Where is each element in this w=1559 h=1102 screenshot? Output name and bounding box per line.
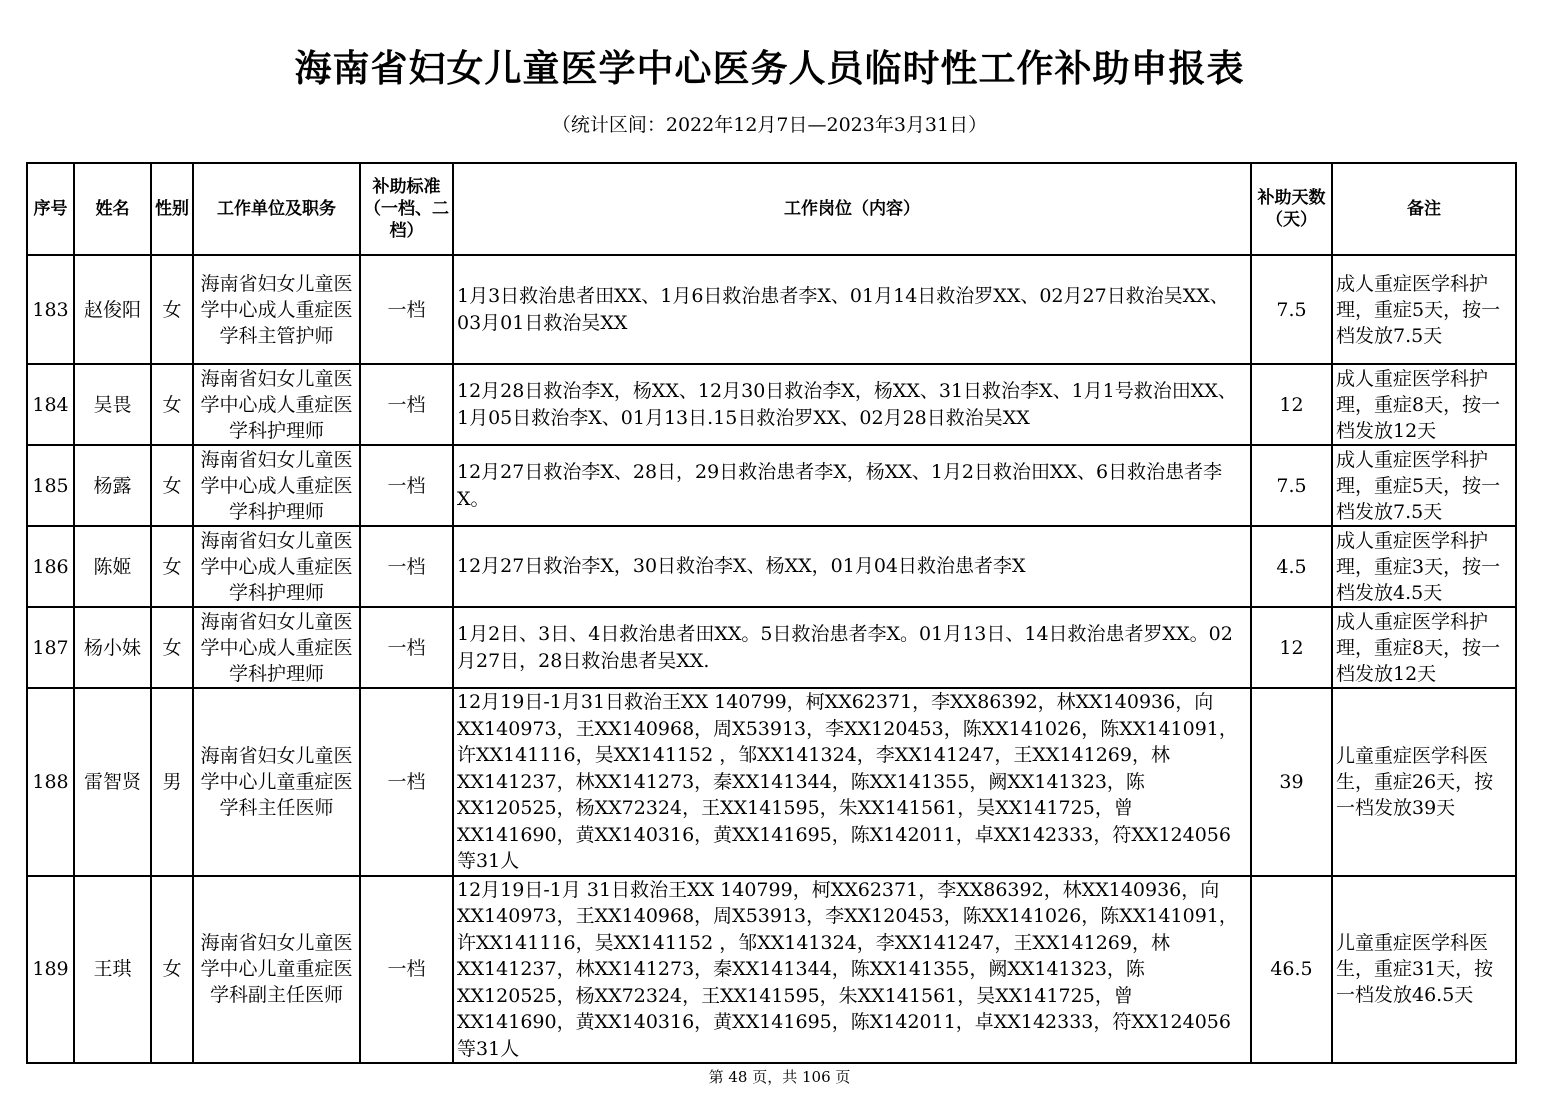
- cell-days: 12: [1251, 607, 1332, 688]
- cell-seq: 183: [27, 255, 74, 364]
- cell-gender: 女: [151, 364, 193, 445]
- table-row: [27, 607, 1516, 688]
- cell-seq: 186: [27, 526, 74, 607]
- cell-name: 赵俊阳: [74, 255, 151, 364]
- table-row: [27, 255, 1516, 364]
- subsidy-table: [26, 162, 1517, 1064]
- header-remark: 备注: [1332, 163, 1516, 255]
- cell-days: 12: [1251, 364, 1332, 445]
- cell-days: 46.5: [1251, 876, 1332, 1064]
- cell-days: 7.5: [1251, 445, 1332, 526]
- statistics-period: （统计区间：2022年12月7日—2023年3月31日）: [551, 114, 988, 136]
- cell-remark: 成人重症医学科护理，重症8天，按一档发放12天: [1332, 364, 1516, 445]
- cell-unit: 海南省妇女儿童医学中心儿童重症医学科主任医师: [193, 688, 360, 876]
- cell-name: 杨露: [74, 445, 151, 526]
- header-name: 姓名: [74, 163, 151, 255]
- cell-post: 1月2日、3日、4日救治患者田XX。5日救治患者李X。01月13日、14日救治患者罗XX。02月27日，28日救治患者吴XX.: [453, 607, 1251, 688]
- cell-standard: 一档: [360, 364, 453, 445]
- cell-post: 12月27日救治李X，30日救治李X、杨XX，01月04日救治患者李X: [453, 526, 1251, 607]
- cell-gender: 女: [151, 255, 193, 364]
- cell-standard: 一档: [360, 445, 453, 526]
- header-days: 补助天数（天）: [1251, 163, 1332, 255]
- cell-gender: 女: [151, 445, 193, 526]
- cell-name: 吴畏: [74, 364, 151, 445]
- page-number: 第 48 页，共 106 页: [708, 1068, 851, 1086]
- header-seq: 序号: [27, 163, 74, 255]
- cell-standard: 一档: [360, 876, 453, 1064]
- header-gender: 性别: [151, 163, 193, 255]
- cell-gender: 女: [151, 607, 193, 688]
- table-row: [27, 688, 1516, 876]
- cell-seq: 185: [27, 445, 74, 526]
- cell-seq: 189: [27, 876, 74, 1064]
- cell-remark: 儿童重症医学科医生，重症31天，按一档发放46.5天: [1332, 876, 1516, 1064]
- cell-unit: 海南省妇女儿童医学中心成人重症医学科护理师: [193, 607, 360, 688]
- table-row: [27, 364, 1516, 445]
- cell-gender: 女: [151, 876, 193, 1064]
- cell-gender: 女: [151, 526, 193, 607]
- cell-standard: 一档: [360, 526, 453, 607]
- cell-seq: 188: [27, 688, 74, 876]
- cell-days: 7.5: [1251, 255, 1332, 364]
- cell-remark: 成人重症医学科护理，重症3天，按一档发放4.5天: [1332, 526, 1516, 607]
- cell-post: 12月19日-1月 31日救治王XX 140799，柯XX62371，李XX86392，林XX140936，向XX140973，王XX140968，周X53913，李XX120453，陈XX141026，陈XX141091，许XX141116，吴XX141152 ，邹XX141324，李XX141247，王XX141269，林XX141237，林XX141273，秦XX141344，陈XX141355，阙XX141323，陈XX120525，杨XX72324，王XX141595，朱XX141561，吴XX141725，曾XX141690，黄XX140316，黄XX141695，陈X142011，卓XX142333，符XX124056等31人: [453, 876, 1251, 1064]
- cell-days: 4.5: [1251, 526, 1332, 607]
- header-standard: 补助标准（一档、二档）: [360, 163, 453, 255]
- table-row: [27, 876, 1516, 1064]
- cell-remark: 成人重症医学科护理，重症8天，按一档发放12天: [1332, 607, 1516, 688]
- cell-unit: 海南省妇女儿童医学中心成人重症医学科护理师: [193, 445, 360, 526]
- header-post: 工作岗位（内容）: [453, 163, 1251, 255]
- cell-name: 陈姬: [74, 526, 151, 607]
- cell-post: 12月19日-1月31日救治王XX 140799，柯XX62371，李XX86392，林XX140936，向XX140973，王XX140968，周X53913，李XX120453，陈XX141026，陈XX141091，许XX141116，吴XX141152 ，邹XX141324，李XX141247，王XX141269，林XX141237，林XX141273，秦XX141344，陈XX141355，阙XX141323，陈XX120525，杨XX72324，王XX141595，朱XX141561，吴XX141725，曾XX141690，黄XX140316，黄XX141695，陈X142011，卓XX142333，符XX124056等31人: [453, 688, 1251, 876]
- cell-post: 12月27日救治李X、28日，29日救治患者李X，杨XX、1月2日救治田XX、6日救治患者李X。: [453, 445, 1251, 526]
- cell-days: 39: [1251, 688, 1332, 876]
- header-unit: 工作单位及职务: [193, 163, 360, 255]
- cell-name: 杨小妹: [74, 607, 151, 688]
- cell-unit: 海南省妇女儿童医学中心成人重症医学科护理师: [193, 364, 360, 445]
- cell-standard: 一档: [360, 255, 453, 364]
- cell-unit: 海南省妇女儿童医学中心成人重症医学科护理师: [193, 526, 360, 607]
- table-header-row: [27, 163, 1516, 255]
- cell-standard: 一档: [360, 607, 453, 688]
- table-row: [27, 526, 1516, 607]
- cell-unit: 海南省妇女儿童医学中心儿童重症医学科副主任医师: [193, 876, 360, 1064]
- cell-remark: 成人重症医学科护理，重症5天，按一档发放7.5天: [1332, 445, 1516, 526]
- table-row: [27, 445, 1516, 526]
- cell-standard: 一档: [360, 688, 453, 876]
- cell-unit: 海南省妇女儿童医学中心成人重症医学科主管护师: [193, 255, 360, 364]
- cell-seq: 184: [27, 364, 74, 445]
- cell-name: 雷智贤: [74, 688, 151, 876]
- cell-remark: 儿童重症医学科医生，重症26天，按一档发放39天: [1332, 688, 1516, 876]
- cell-remark: 成人重症医学科护理，重症5天，按一档发放7.5天: [1332, 255, 1516, 364]
- cell-post: 1月3日救治患者田XX、1月6日救治患者李X、01月14日救治罗XX、02月27日救治吴XX、03月01日救治吴XX: [453, 255, 1251, 364]
- cell-name: 王琪: [74, 876, 151, 1064]
- cell-post: 12月28日救治李X，杨XX、12月30日救治李X，杨XX、31日救治李X、1月1号救治田XX、1月05日救治李X、01月13日.15日救治罗XX、02月28日救治吴XX: [453, 364, 1251, 445]
- cell-seq: 187: [27, 607, 74, 688]
- page-title: 海南省妇女儿童医学中心医务人员临时性工作补助申报表: [294, 47, 1245, 90]
- cell-gender: 男: [151, 688, 193, 876]
